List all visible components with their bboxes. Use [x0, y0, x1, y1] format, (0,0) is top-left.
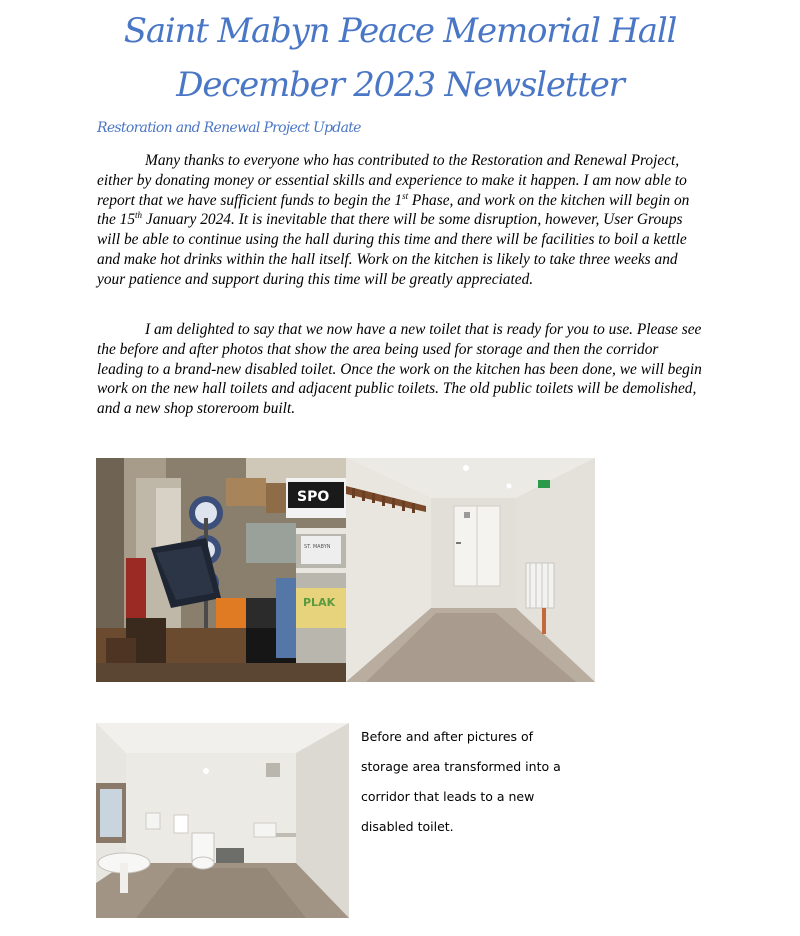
caption-line-2: storage area transformed into a [361, 759, 561, 774]
para1-text-c: January 2024. It is inevitable that there will be some disruption, however, User Groups will be able to continue using the hall during this time and there will be facilities to boil a kettle and make hot drinks within the hall itself. Work on the kitchen is likely to take three weeks and your patience and support during this time will be greatly appreciated. [97, 211, 687, 288]
para1-sup-st: st [402, 190, 409, 201]
section-heading: Restoration and Renewal Project Update [97, 120, 361, 136]
caption-line-3: corridor that leads to a new [361, 789, 535, 804]
caption-line-1: Before and after pictures of [361, 729, 534, 744]
before-photo-storage-area [96, 458, 346, 682]
para1-text-a: Many thanks to everyone who has contributed to the Restoration and Renewal Project, either by donating money or essential skills and experience to make it happen. I am now able to report that we have sufficient funds to begin the 1 [97, 152, 687, 209]
paragraph-new-toilet: I am delighted to say that we now have a new toilet that is ready for you to use. Please see the before and after photos that show the area being used for storage and then the corridor leading to a brand-new disabled toilet. Once the work on the kitchen has been done, we will begin work on the new hall toilets and adjacent public toilets. The old public toilets will be demolished, and a new shop storeroom built. [97, 321, 702, 418]
plak-box-text: PLAK [303, 596, 336, 609]
after-photo-corridor [346, 458, 595, 682]
caption-line-4: disabled toilet. [361, 819, 454, 834]
photo-caption [361, 722, 591, 842]
st-mabyn-sign-text: ST. MABYN [304, 544, 331, 550]
paragraph-restoration-update [97, 151, 707, 290]
newsletter-subtitle: December 2023 Newsletter [176, 65, 624, 105]
photo-new-disabled-toilet [96, 723, 349, 918]
newsletter-title: Saint Mabyn Peace Memorial Hall [123, 11, 677, 51]
spo-banner-text: SPO [297, 489, 330, 505]
para1-sup-th: th [135, 210, 143, 221]
para1-text-b: Phase, and work on the kitchen will begin on the 15 [97, 191, 690, 229]
